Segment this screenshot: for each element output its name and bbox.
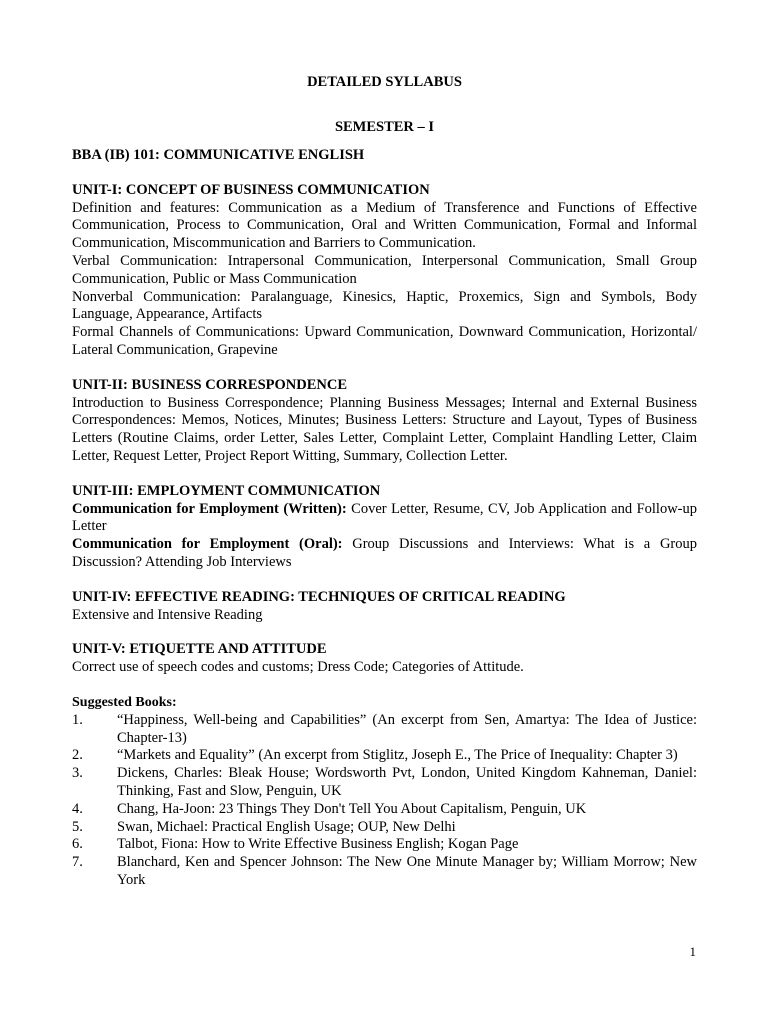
unit-5 [72,641,697,677]
book-number: 6. [72,836,83,853]
unit-paragraph: Nonverbal Communication: Paralanguage, Kinesics, Haptic, Proxemics, Sign and Symbols, Body Language, Appearance, Artifacts [72,288,697,323]
suggested-books [72,694,697,890]
list-item [72,819,697,837]
unit-item-text: Cover Letter, Resume, CV, Job Application and Follow-up Letter [72,500,697,535]
semester-title: SEMESTER – I [334,119,435,135]
book-text: “Happiness, Well-being and Capabilities” (An excerpt from Sen, Amartya: The Idea of Justice: Chapter-13) [117,711,697,746]
books-list [72,712,697,890]
unit-2 [72,377,697,466]
book-number: 5. [72,818,83,835]
book-text: Swan, Michael: Practical English Usage; OUP, New Delhi [117,818,456,835]
list-item [72,801,697,819]
book-number: 4. [72,800,83,817]
unit-heading: UNIT-IV: EFFECTIVE READING: TECHNIQUES OF CRITICAL READING [72,588,566,605]
book-number: 1. [72,711,83,728]
book-text: Chang, Ha-Joon: 23 Things They Don't Tell You About Capitalism, Penguin, UK [117,800,587,817]
books-heading: Suggested Books: [72,694,177,710]
unit-4 [72,589,697,625]
page-number: 1 [689,944,696,959]
list-item [72,712,697,748]
unit-paragraph: Verbal Communication: Intrapersonal Communication, Interpersonal Communication, Small Group Communication, Public or Mass Communication [72,252,697,287]
unit-item-text: Group Discussions and Interviews: What is a Group Discussion? Attending Job Interviews [72,536,698,570]
syllabus-page [72,74,697,890]
unit-item-label: Communication for Employment (Written): [72,500,347,517]
list-item [72,836,697,854]
unit-heading: UNIT-III: EMPLOYMENT COMMUNICATION [72,482,381,499]
book-number: 7. [72,854,83,871]
course-title: BBA (IB) 101: COMMUNICATIVE ENGLISH [72,147,365,163]
unit-item-label: Communication for Employment (Oral): [72,536,343,553]
unit-paragraph: Formal Channels of Communications: Upward Communication, Downward Communication, Horizontal/ Lateral Communication, Grapevine [72,324,697,358]
list-item [72,747,697,765]
unit-heading: UNIT-I: CONCEPT OF BUSINESS COMMUNICATION [72,181,430,198]
book-text: Blanchard, Ken and Spencer Johnson: The New One Minute Manager by; William Morrow; New York [117,854,697,888]
unit-paragraph: Extensive and Intensive Reading [72,606,263,623]
unit-paragraph: Introduction to Business Correspondence; Planning Business Messages; Internal and External Business Correspondences: Memos, Notices, Minutes; Business Letters: Structure and Layout, Types of Business Letters (Routine Claims, order Letter, Sales Letter, Complaint Letter, Complaint Handling Letter, Claim Letter, Request Letter, Project Report Witting, Summary, Collection Letter. [72,394,697,464]
unit-paragraph: Correct use of speech codes and customs; Dress Code; Categories of Attitude. [72,659,524,676]
unit-heading: UNIT-II: BUSINESS CORRESPONDENCE [72,376,348,393]
unit-item [72,501,697,537]
list-item [72,854,697,890]
unit-item [72,536,697,572]
unit-paragraph: Definition and features: Communication as a Medium of Transference and Functions of Effective Communication, Process to Communication, Oral and Written Communication, Formal and Informal Communication, Miscommunication and Barriers to Communication. [72,199,697,252]
list-item [72,765,697,801]
book-text: Dickens, Charles: Bleak House; Wordsworth Pvt, London, United Kingdom Kahneman, Daniel: Thinking, Fast and Slow, Penguin, UK [117,765,697,799]
book-text: Talbot, Fiona: How to Write Effective Business English; Kogan Page [117,836,519,853]
unit-heading: UNIT-V: ETIQUETTE AND ATTITUDE [72,641,327,658]
book-number: 2. [72,747,83,764]
book-text: “Markets and Equality” (An excerpt from Stiglitz, Joseph E., The Price of Inequality: Chapter 3) [117,747,678,764]
unit-3 [72,483,697,572]
unit-1 [72,182,697,360]
book-number: 3. [72,765,83,782]
document-title: DETAILED SYLLABUS [307,74,462,90]
